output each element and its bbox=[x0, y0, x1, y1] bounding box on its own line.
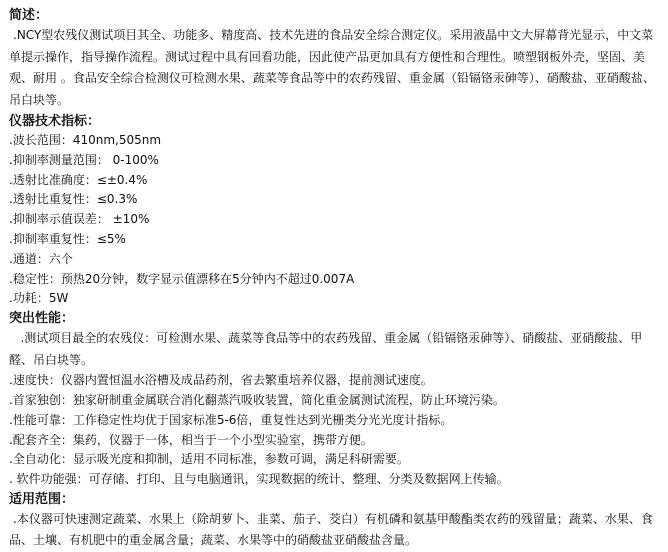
specs-heading: 仪器技术指标： bbox=[9, 114, 101, 129]
intro-paragraph: .NCY型农残仪测试项目其全、功能多、精度高、技术先进的食品安全综合测定仪。采用液晶中文大屏幕背光显示，中文菜单提示操作，指导操作流程。测试过程中具有回看功能，因此使产品更加具有方便性和合理性。喷塑钢板外壳，坚固、美观、耐用 。食品安全综合检测仪可检测水果、蔬菜等食品等中的农药残留、重金属（铅镉铬汞砷等）、硝酸盐、亚硝酸盐、吊白块等。 bbox=[9, 28, 655, 107]
spec-wavelength: .波长范围：410nm,505nm bbox=[9, 133, 162, 147]
feature-reliable: .性能可靠：工作稳定性均优于国家标准5-6倍，重复性达到光栅类分光光度计指标。 bbox=[9, 412, 453, 427]
spec-inhibition-repeatability: .抑制率重复性：≤5% bbox=[9, 231, 126, 246]
intro-heading: 简述： bbox=[9, 8, 49, 23]
feature-speed: .速度快：仪器内置恒温水浴槽及成品药剂，省去繁重培养仪器，提前测试速度。 bbox=[9, 373, 433, 388]
features-lead-paragraph: .测试项目最全的农残仪：可检测水果、蔬菜等食品等中的农药残留、重金属（铅镉铬汞砷等）、硝酸盐、亚硝酸盐、甲醛、吊白块等。 bbox=[9, 331, 643, 367]
spec-power: .功耗：5W bbox=[9, 291, 69, 306]
scope-heading: 适用范围： bbox=[9, 491, 75, 507]
spec-inhibition-range: .抑制率测量范围： 0-100% bbox=[9, 152, 159, 167]
feature-original: .首家独创：独家研制重金属联合消化翻蒸汽吸收装置，简化重金属测试流程，防止环境污染。 bbox=[9, 392, 505, 407]
spec-inhibition-error: .抑制率示值误差： ±10% bbox=[9, 212, 150, 227]
features-heading: 突出性能： bbox=[9, 311, 75, 327]
scope-paragraph: .本仪器可快速测定蔬菜、水果上（除胡萝卜、韭菜、茄子、茭白）有机磷和氨基甲酸酯类农药的残留量；蔬菜、水果、食品、土壤、有机肥中的重金属含量；蔬菜、水果等中的硝酸盐亚硝酸盐含量。 bbox=[9, 511, 653, 548]
feature-complete-kit: .配套齐全：集药，仪器于一体，相当于一个小型实验室，携带方便。 bbox=[9, 432, 373, 447]
spec-transmittance-accuracy: .透射比准确度：≤±0.4% bbox=[9, 172, 148, 187]
feature-software: . 软件功能强：可存储、打印、且与电脑通讯，实现数据的统计、整理、分类及数据网上传输。 bbox=[9, 472, 509, 487]
spec-channels: .通道：六个 bbox=[9, 251, 73, 266]
spec-transmittance-repeatability: .透射比重复性：≤0.3% bbox=[9, 192, 138, 207]
feature-automation: .全自动化：显示吸光度和抑制，适用不同标准，参数可调，满足科研需要。 bbox=[9, 452, 409, 467]
spec-stability: .稳定性：预热20分钟，数字显示值漂移在5分钟内不超过0.007A bbox=[9, 271, 355, 286]
